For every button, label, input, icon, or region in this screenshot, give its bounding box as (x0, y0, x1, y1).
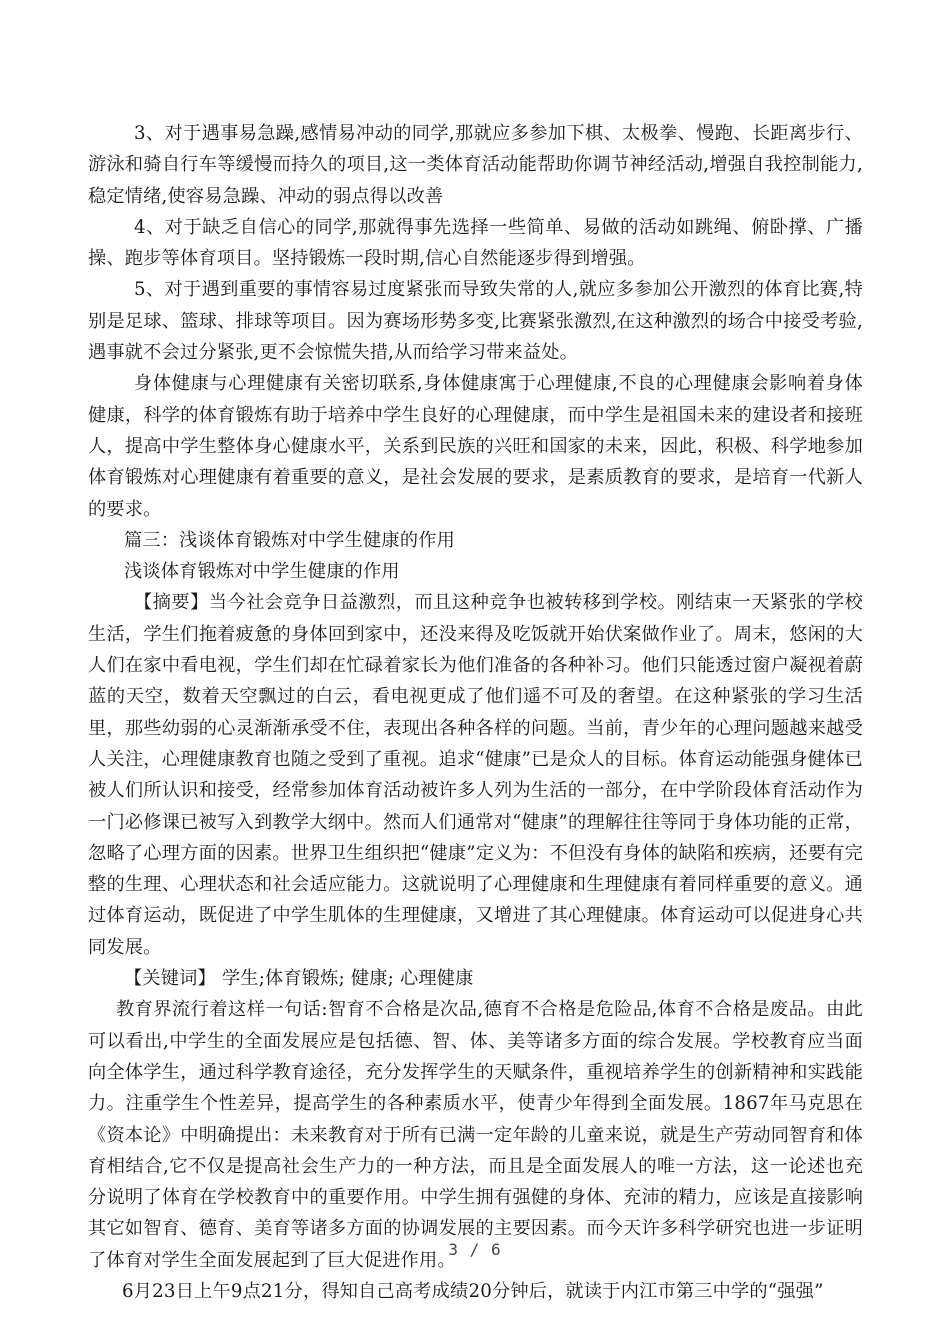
body-paragraph: 教育界流行着这样一句话:智育不合格是次品,德育不合格是危险品,体育不合格是废品。由此可以看出,中学生的全面发展应是包括德、智、体、美等诸多方面的综合发展。学校教育应当面向全体学生，通过科学教育途径，充分发挥学生的天赋条件，重视培养学生的创新精神和实践能力。注重学生个性差异，提高学生的各种素质水平，使青少年得到全面发展。1867年马克思在《资本论》中明确提出：未来教育对于所有已满一定年龄的儿童来说，就是生产劳动同智育和体育相结合,它不仅是提高社会生产力的一种方法，而且是全面发展人的唯一方法，这一论述也充分说明了体育在学校教育中的重要作用。中学生拥有强健的身体、充沛的精力，应该是直接影响其它如智育、德育、美育等诸多方面的协调发展的主要因素。而今天许多科学研究也进一步证明了体育对学生全面发展起到了巨大促进作用。 (88, 999, 863, 1271)
body-paragraph-last: 6月23日上午9点21分，得知自己高考成绩20分钟后，就读于内江市第三中学的“强强” (122, 1280, 824, 1302)
paragraph-item-4: 4、对于缺乏自信心的同学,那就得事先选择一些简单、易做的活动如跳绳、俯卧撑、广播操、跑步等体育项目。坚持锻炼一段时期,信心自然能逐步得到增强。 (88, 216, 863, 270)
document-body (88, 118, 863, 1307)
abstract-paragraph: 【摘要】当今社会竞争日益激烈，而且这种竞争也被转移到学校。刚结束一天紧张的学校生活，学生们拖着疲惫的身体回到家中，还没来得及吃饭就开始伏案做作业了。周末，悠闲的大人们在家中看电视，学生们却在忙碌着家长为他们准备的各种补习。他们只能透过窗户凝视着蔚蓝的天空，数着天空飘过的白云，看电视更成了他们遥不可及的奢望。在这种紧张的学习生活里，那些幼弱的心灵渐渐承受不住，表现出各种各样的问题。当前，青少年的心理问题越来越受人关注，心理健康教育也随之受到了重视。追求“健康”已是众人的目标。体育运动能强身健体已被人们所认识和接受，经常参加体育活动被许多人列为生活的一部分，在中学阶段体育活动作为一门必修课已被写入到教学大纲中。然而人们通常对“健康”的理解往往等同于身体功能的正常，忽略了心理方面的因素。世界卫生组织把“健康”定义为：不但没有身体的缺陷和疾病，还要有完整的生理、心理状态和社会适应能力。这就说明了心理健康和生理健康有着同样重要的意义。通过体育运动，既促进了中学生肌体的生理健康，又增进了其心理健康。体育运动可以促进身心共同发展。 (88, 592, 863, 958)
section-heading: 篇三：浅谈体育锻炼对中学生健康的作用 (124, 529, 455, 551)
paragraph-item-5: 5、对于遇到重要的事情容易过度紧张而导致失常的人,就应多参加公开激烈的体育比赛,特别是足球、篮球、排球等项目。因为赛场形势多变,比赛紧张激烈,在这种激烈的场合中接受考验,遇事就不会过分紧张,更不会惊慌失措,从而给学习带来益处。 (88, 279, 863, 364)
article-title: 浅谈体育锻炼对中学生健康的作用 (124, 561, 400, 583)
paragraph-conclusion: 身体健康与心理健康有关密切联系,身体健康寓于心理健康,不良的心理健康会影响着身体健康，科学的体育锻炼有助于培养中学生良好的心理健康，而中学生是祖国未来的建设者和接班人，提高中学生整体身心健康水平，关系到民族的兴旺和国家的未来，因此，积极、科学地参加体育锻炼对心理健康有着重要的意义，是社会发展的要求，是素质教育的要求，是培育一代新人的要求。 (88, 373, 863, 520)
keywords-line: 【关键词】 学生;体育锻炼; 健康; 心理健康 (124, 968, 474, 990)
paragraph-item-3: 3、对于遇事易急躁,感情易冲动的同学,那就应多参加下棋、太极拳、慢跑、长距离步行、游泳和骑自行车等缓慢而持久的项目,这一类体育活动能帮助你调节神经活动,增强自我控制能力,稳定情绪,使容易急躁、冲动的弱点得以改善 (88, 123, 863, 207)
page-number: 3 / 6 (448, 1240, 502, 1259)
